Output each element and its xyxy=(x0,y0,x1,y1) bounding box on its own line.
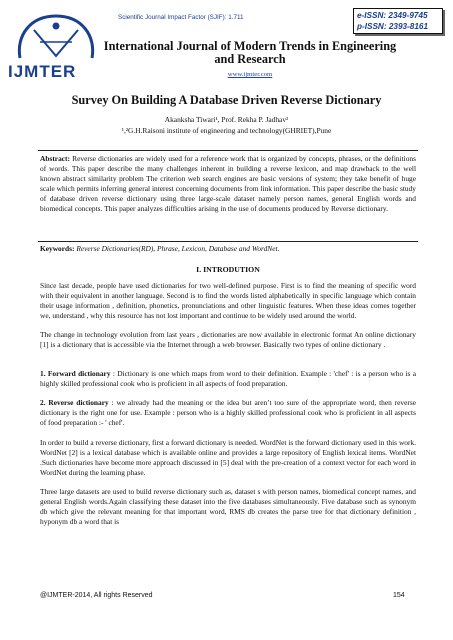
intro-paragraph-1: Since last decade, people have used dictionaries for two well-defined purpose. First is to find the meaning of specific word with their equivalent in another language. Second is to find the words listed alphabetically in specific language which contain their usage information , definition, phonetics, pronunciations and other linguistic features. When these ideas comes together we, understand , why this resource has not lost important and continue to be widely used around the world. xyxy=(40,281,416,320)
forward-dictionary-paragraph xyxy=(40,369,416,389)
keywords-text: Reverse Dictionaries(RD), Phrase, Lexicon, Database and WordNet. xyxy=(74,244,280,253)
keywords xyxy=(40,244,416,254)
reverse-dictionary-paragraph xyxy=(40,398,416,428)
paper-authors: Akanksha Tiwari¹, Prof. Rekha P. Jadhav² xyxy=(164,115,289,124)
pissn: p-ISSN: 2393-8161 xyxy=(357,22,428,31)
logo-text: IJMTER xyxy=(8,62,77,81)
journal-title: International Journal of Modern Trends in Engineering and Research xyxy=(103,39,397,66)
paper-title: Survey On Building A Database Driven Reverse Dictionary xyxy=(71,93,382,107)
abstract-text: Reverse dictionaries are widely used for a reference work that is organized by concepts, phrases, or the definitions of words. This paper describe the many challenges inherent in building a reverse lexicon, and map drawback to the well known abstract similarity problem The criterion web search engines are basic versions of system; they take benefit of huge scale which permits inferring general interest concerning documents from link information. This paper describe the basic study of database driven reverse dictionary using three large-scale dataset namely person names, general English words and biomedical concepts. This paper analyzes difficulties arising in the use of documents produced by Reverse dictionary. xyxy=(40,154,416,213)
reverse-dictionary-text: : we already had the meaning or the idea but aren’t too sure of the appropriate word, then reverse dictionary is the right one for use. Example : person who is a highly skilled professional cook who is proficient in all aspects of food preparation :- ' chef'. xyxy=(40,398,416,427)
issn-box xyxy=(353,8,443,34)
logo-graphic xyxy=(10,12,102,64)
divider xyxy=(38,241,418,242)
keywords-label: Keywords: xyxy=(40,244,75,253)
journal-url-link[interactable]: www.ijmter.com xyxy=(227,71,273,78)
eissn: e-ISSN: 2349-9745 xyxy=(357,11,428,20)
abstract-label: Abstract: xyxy=(40,154,70,163)
section-heading: I. INTRODUTION xyxy=(196,265,260,274)
intro-paragraph-3: In order to build a reverse dictionary, first a forward dictionary is needed. WordNet is the forward dictionary used in this work. WordNet [2] is a lexical database which is available online and provides a large repository of English lexical items. WordNet .Such dictionaries have become more approach discussed in [5] deal with the pre-creation of a context vector for each word in WordNet during the learning phase. xyxy=(40,438,416,477)
abstract xyxy=(40,154,416,213)
intro-paragraph-4: Three large datasets are used to build reverse dictionary such as, dataset s with person names, biomedical concept names, and general English words.Again classifying these dataset into the five databases simultaneously. Five database such as synonym db which give the relevant meaning for that important word, RMS db creates the parse tree for that dictionary definition , hyponym db a word that is xyxy=(40,487,416,526)
reverse-dictionary-label: 2. Reverse dictionary xyxy=(40,398,109,407)
intro-paragraph-2: The change in technology evolution from last years , dictionaries are now available in electronic format An online dictionary [1] is a dictionary that is accessible via the Internet through a web browser. Basically two types of online dictionary . xyxy=(40,330,416,349)
forward-dictionary-label: 1. Forward dictionary xyxy=(40,369,111,378)
divider xyxy=(38,150,418,151)
forward-dictionary-text: : Dictionary is one which maps from word to their definition. Example : 'chef' : is a person who is a highly skilled professional cook who is proficient in all aspects of food preparation. xyxy=(40,369,416,388)
page-number: 154 xyxy=(393,592,405,599)
impact-factor: Scientific Journal Impact Factor (SJIF): 1.711 xyxy=(118,14,244,21)
footer-copyright: @IJMTER-2014, All rights Reserved xyxy=(40,592,153,599)
paper-affiliation: ¹,²G.H.Raisoni institute of engineering and technology(GHRIET),Pune xyxy=(121,126,332,135)
